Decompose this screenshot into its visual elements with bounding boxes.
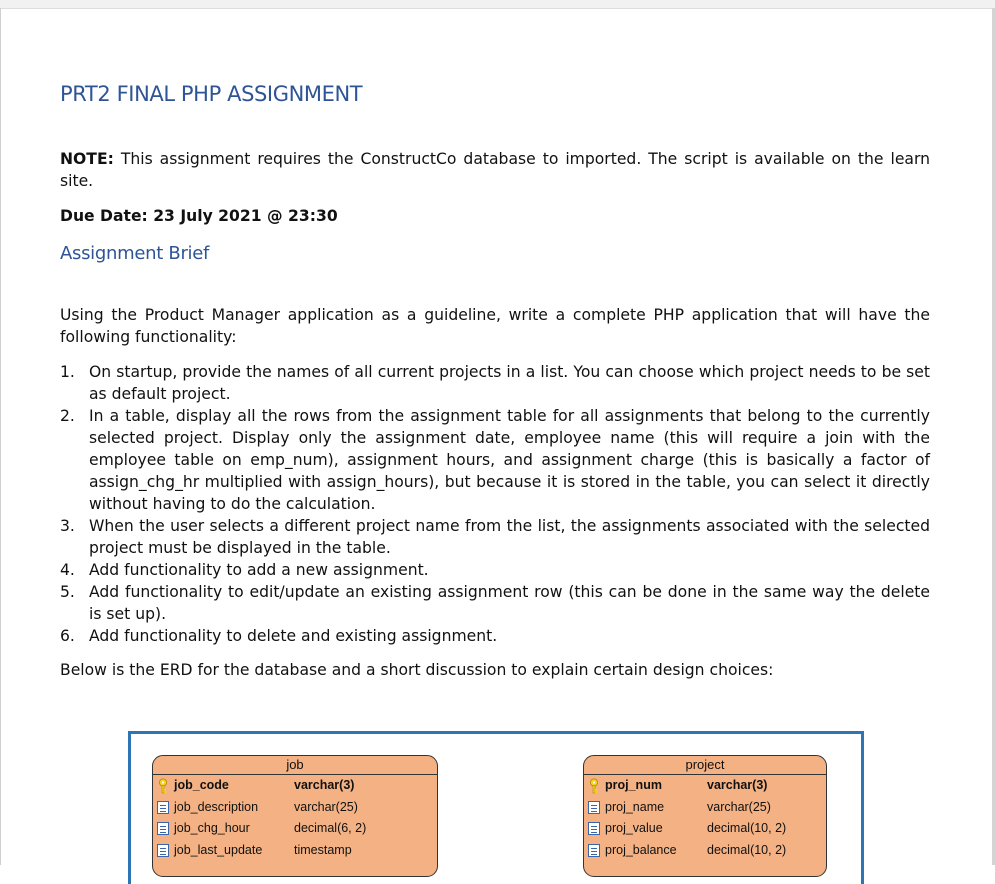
- note-text: This assignment requires the ConstructCo database to imported. The script is available on the learn site.: [60, 150, 930, 190]
- attribute-name: job_last_update: [174, 842, 263, 857]
- document-title: PRT2 FINAL PHP ASSIGNMENT: [60, 82, 363, 106]
- attribute-row: [584, 797, 826, 819]
- note-paragraph: [60, 148, 930, 192]
- entity-project: [583, 755, 827, 877]
- attribute-row: [153, 818, 437, 840]
- intro-paragraph: Using the Product Manager application as a guideline, write a complete PHP application that will have the following functionality:: [60, 306, 930, 346]
- entity-job: [152, 755, 438, 877]
- column-icon: [588, 844, 600, 857]
- attribute-name: proj_balance: [605, 842, 677, 857]
- attribute-type: varchar(3): [707, 778, 768, 792]
- primary-key-icon: [588, 778, 600, 794]
- task-list: [60, 361, 930, 647]
- task-item: [60, 361, 930, 405]
- attribute-name: job_description: [174, 799, 259, 814]
- erd-intro-paragraph: Below is the ERD for the database and a short discussion to explain certain design choices:: [60, 661, 774, 679]
- attribute-row: [584, 775, 826, 797]
- attribute-type: decimal(10, 2): [707, 842, 787, 857]
- primary-key-icon: [157, 778, 169, 794]
- task-item: [60, 625, 930, 647]
- attribute-type: varchar(25): [707, 799, 771, 814]
- task-text: On startup, provide the names of all current projects in a list. You can choose which project needs to be set as default project.: [89, 363, 930, 403]
- task-number: 5.: [60, 583, 75, 601]
- viewer-top-strip: [0, 0, 995, 9]
- task-text: In a table, display all the rows from the assignment table for all assignments that belong to the currently selected project. Display only the assignment date, employee name (this will require a join with the employee table on emp_num), assignment hours, and assignment charge (this is basically a factor of assign_chg_hr multiplied with assign_hours), but because it is stored in the table, you can select it directly without having to do the calculation.: [89, 407, 930, 513]
- attribute-row: [153, 797, 437, 819]
- attribute-name: proj_name: [605, 799, 665, 814]
- column-icon: [157, 822, 169, 835]
- assignment-brief-heading: Assignment Brief: [60, 243, 210, 264]
- task-text: Add functionality to edit/update an existing assignment row (this can be done in the same way the delete is set up).: [89, 583, 930, 623]
- task-text: Add functionality to add a new assignment.: [89, 561, 429, 579]
- attribute-row: [153, 840, 437, 862]
- task-number: 6.: [60, 627, 75, 645]
- task-text: Add functionality to delete and existing assignment.: [89, 627, 498, 645]
- attribute-type: decimal(10, 2): [707, 821, 787, 835]
- attribute-type: varchar(3): [294, 778, 355, 792]
- task-item: [60, 559, 930, 581]
- task-item: [60, 581, 930, 625]
- attribute-name: job_code: [174, 778, 229, 792]
- attribute-row: [153, 775, 437, 797]
- task-text: When the user selects a different project name from the list, the assignments associated with the selected project must be displayed in the table.: [89, 517, 930, 557]
- attribute-row: [584, 840, 826, 862]
- column-icon: [157, 801, 169, 814]
- attribute-type: timestamp: [294, 842, 352, 857]
- erd-diagram: [128, 731, 864, 884]
- attribute-name: proj_num: [605, 778, 662, 792]
- attribute-name: job_chg_hour: [174, 821, 250, 835]
- task-item: [60, 405, 930, 515]
- due-date: Due Date: 23 July 2021 @ 23:30: [60, 207, 338, 225]
- entity-name: project: [584, 756, 826, 775]
- task-number: 1.: [60, 363, 75, 381]
- column-icon: [157, 844, 169, 857]
- task-number: 3.: [60, 517, 75, 535]
- attribute-type: decimal(6, 2): [294, 821, 367, 835]
- column-icon: [588, 822, 600, 835]
- task-number: 2.: [60, 407, 75, 425]
- column-icon: [588, 801, 600, 814]
- attribute-row: [584, 818, 826, 840]
- note-label: NOTE:: [60, 150, 114, 168]
- task-item: [60, 515, 930, 559]
- task-number: 4.: [60, 561, 75, 579]
- page-left-edge: [0, 8, 1, 865]
- attribute-name: proj_value: [605, 821, 663, 835]
- attribute-type: varchar(25): [294, 799, 358, 814]
- entity-name: job: [153, 756, 437, 775]
